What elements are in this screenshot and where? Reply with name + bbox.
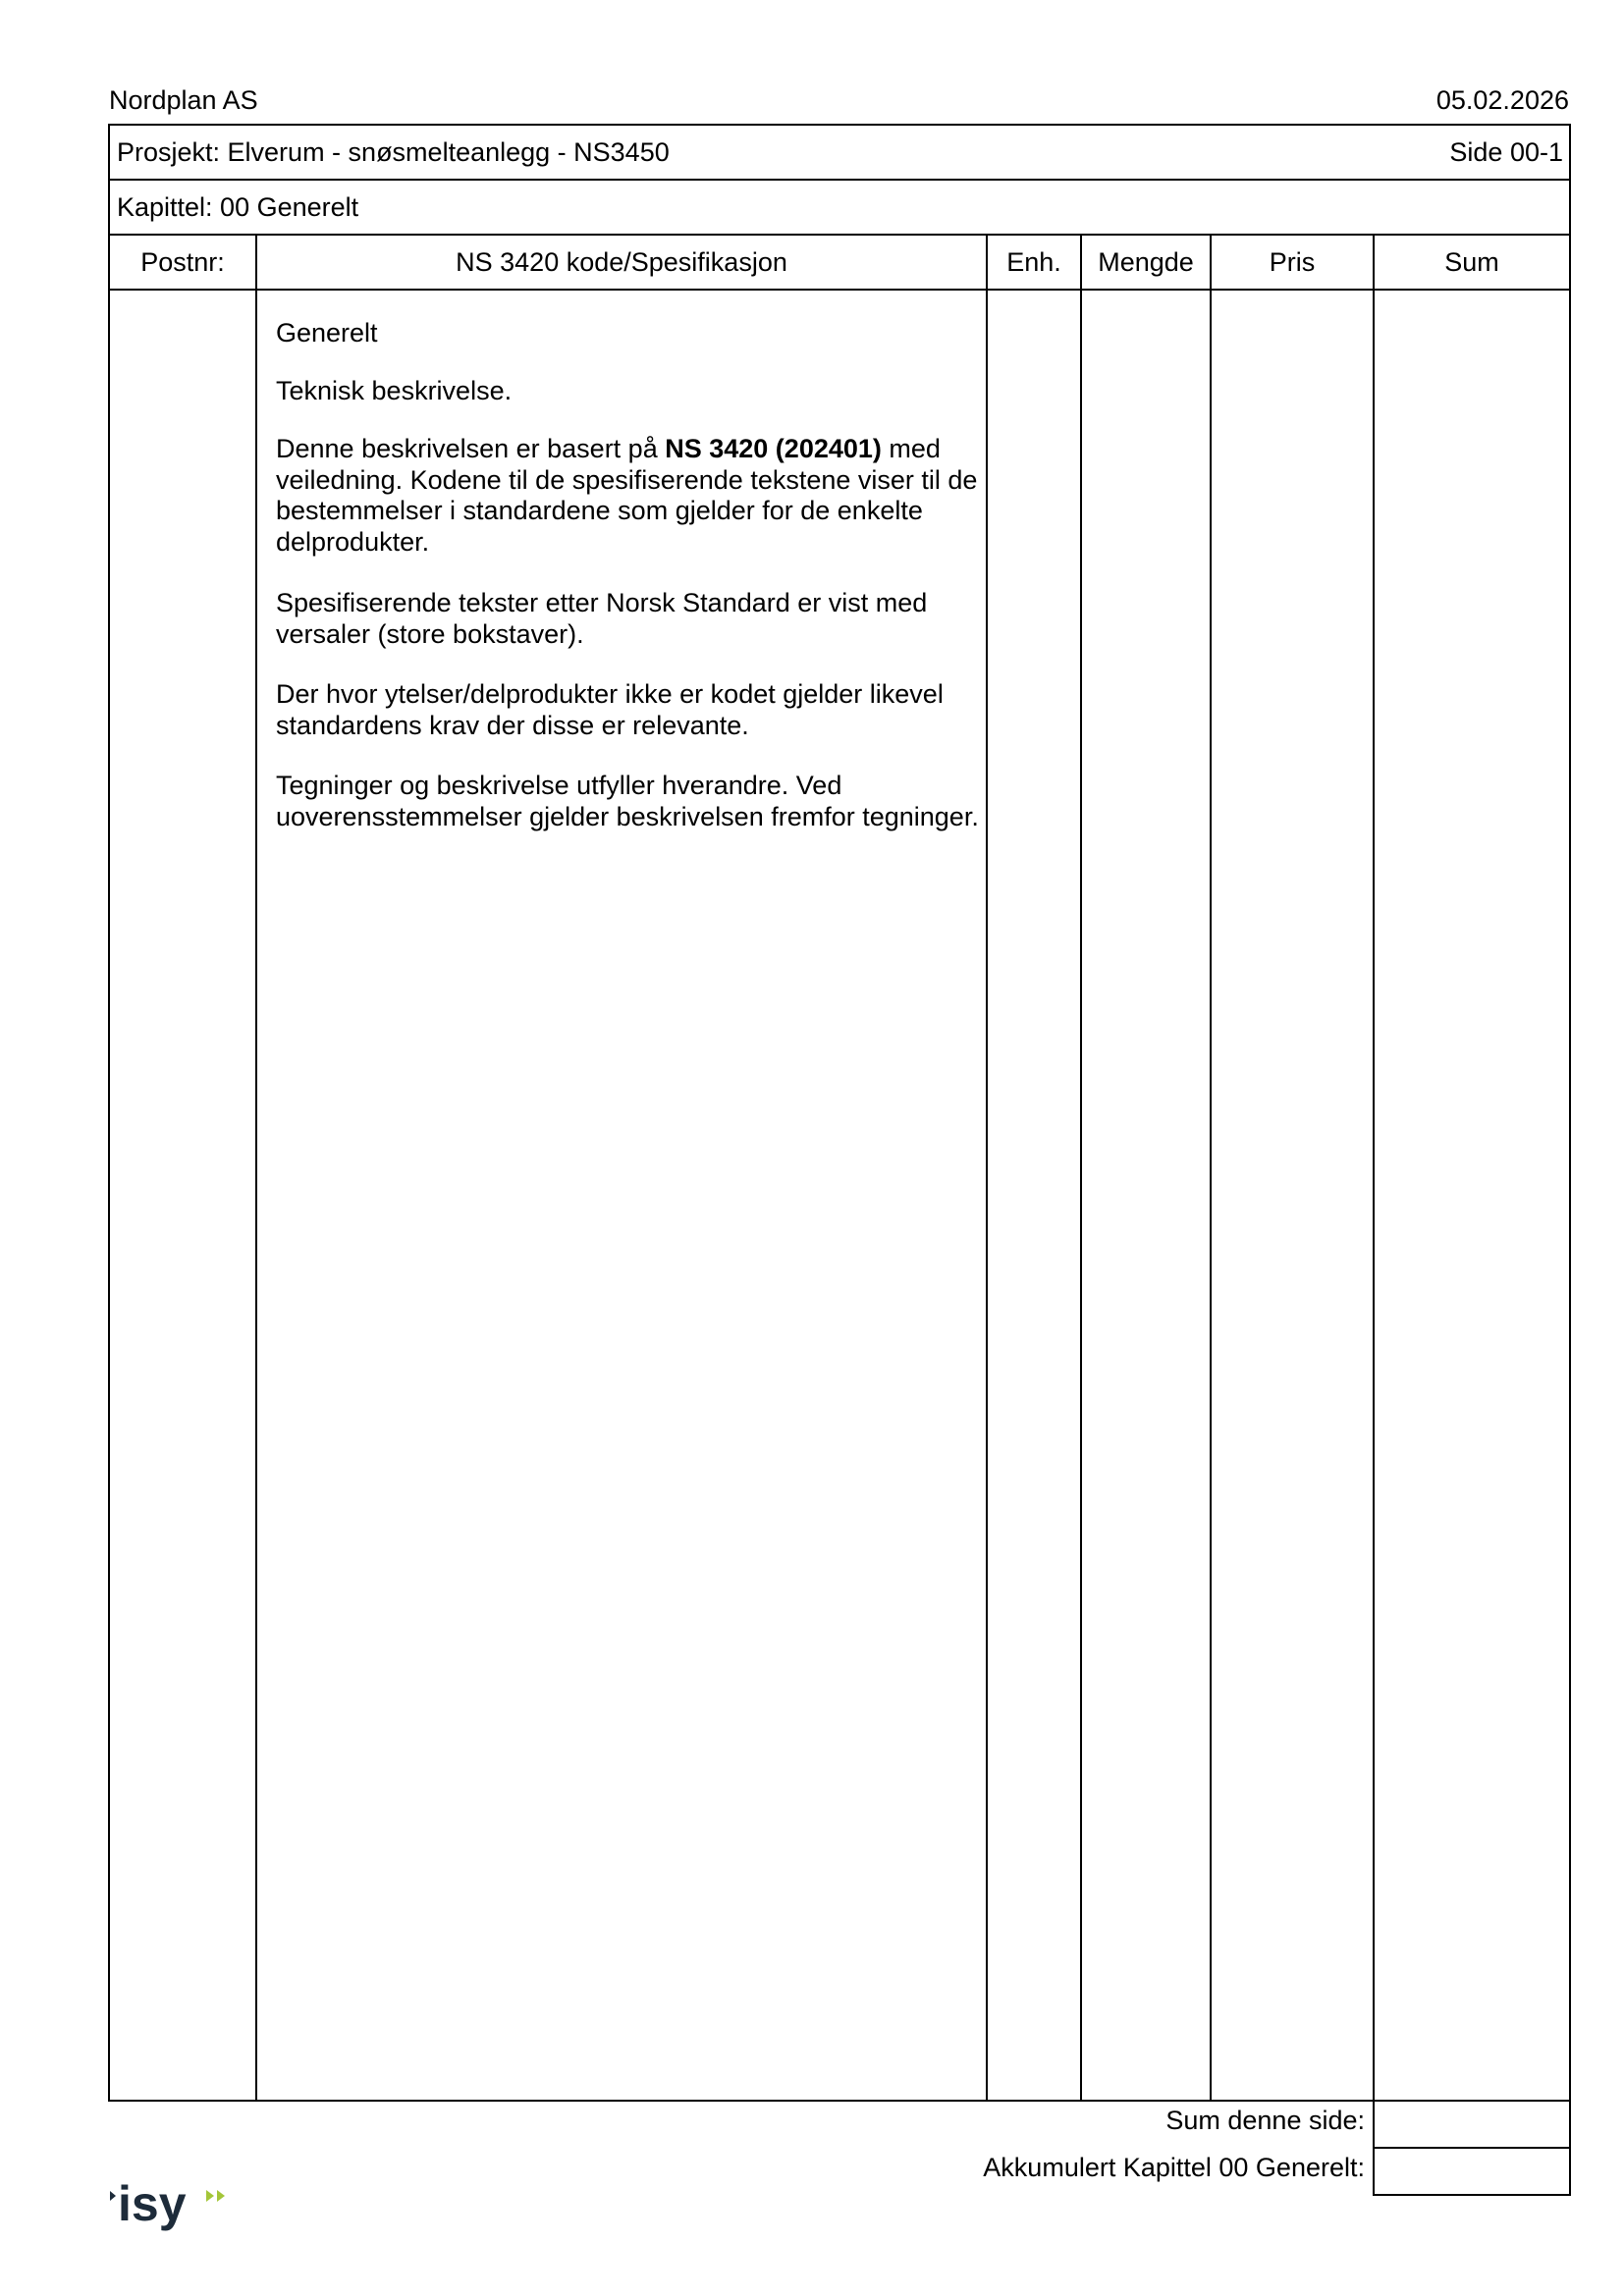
body-table bbox=[108, 289, 1571, 2102]
accumulated-value bbox=[1373, 2147, 1571, 2196]
isy-logo-graphic bbox=[106, 2181, 244, 2242]
column-price: Pris bbox=[1269, 247, 1316, 277]
logo-text: isy bbox=[118, 2181, 187, 2231]
column-unit: Enh. bbox=[1006, 247, 1061, 277]
company-name: Nordplan AS bbox=[109, 85, 258, 115]
sum-page-value bbox=[1373, 2100, 1571, 2149]
page-number: Side 00-1 bbox=[1449, 137, 1563, 167]
column-spec: NS 3420 kode/Spesifikasjon bbox=[456, 247, 787, 277]
paragraph-capitals: Spesifiserende tekster etter Norsk Standard er vist med versaler (store bokstaver). bbox=[276, 588, 928, 649]
document-date: 05.02.2026 bbox=[1435, 85, 1569, 115]
logo-accent-arrow-1-icon bbox=[206, 2190, 214, 2202]
paragraph-standard-basis-text-1: Denne beskrivelsen er basert på bbox=[276, 434, 666, 463]
paragraph-standard-basis-text-2: med veiledning. Kodene til de spesifiserende tekstene viser til de bestemmelser i standardene som gjelder for de enkelte delprodukter. bbox=[276, 434, 978, 557]
column-quantity: Mengde bbox=[1098, 247, 1194, 277]
section-subheading: Teknisk beskrivelse. bbox=[276, 376, 513, 405]
paragraph-requirements: Der hvor ytelser/delprodukter ikke er kodet gjelder likevel standardens krav der disse er relevante. bbox=[276, 679, 944, 740]
logo-left-arrow-icon bbox=[110, 2191, 116, 2201]
divider-quantity bbox=[1210, 234, 1212, 2102]
column-postnr: Postnr: bbox=[140, 247, 225, 277]
divider-postnr bbox=[255, 234, 257, 2102]
isy-logo bbox=[106, 2181, 244, 2242]
sum-page-label: Sum denne side: bbox=[1165, 2106, 1365, 2135]
chapter-title: Kapittel: 00 Generelt bbox=[117, 192, 359, 222]
logo-accent-arrow-2-icon bbox=[217, 2190, 225, 2202]
standard-reference: NS 3420 (202401) bbox=[665, 434, 882, 463]
column-sum: Sum bbox=[1444, 247, 1499, 277]
paragraph-drawings: Tegninger og beskrivelse utfyller hverandre. Ved uoverensstemmelser gjelder beskrivelsen fremfor tegninger. bbox=[276, 771, 979, 831]
divider-price bbox=[1373, 234, 1375, 2102]
divider-unit bbox=[1080, 234, 1082, 2102]
accumulated-label: Akkumulert Kapittel 00 Generelt: bbox=[983, 2153, 1365, 2182]
section-heading: Generelt bbox=[276, 318, 378, 347]
paragraph-standard-basis bbox=[276, 434, 993, 558]
project-title: Prosjekt: Elverum - snøsmelteanlegg - NS3450 bbox=[117, 137, 670, 167]
